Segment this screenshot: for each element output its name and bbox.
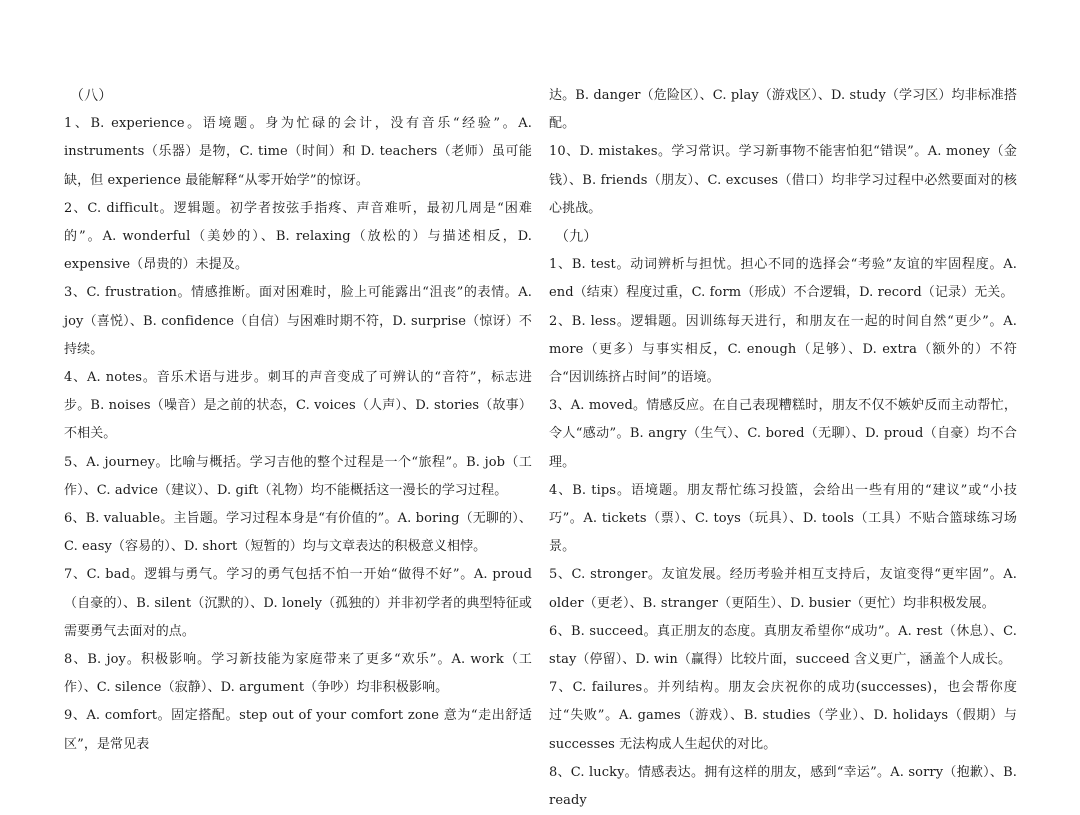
- section-9-item-1: 1、B. test。动词辨析与担忧。担心不同的选择会“考验”友谊的牢固程度。A. end（结束）程度过重，C. form（形成）不合逻辑，D. record（记录）无关。: [549, 257, 1017, 301]
- section-9-item-5: 5、C. stronger。友谊发展。经历考验并相互支持后，友谊变得“更牢固”。A. older（更老）、B. stranger（更陌生）、D. busier（更忙）均非积极发展。: [549, 567, 1017, 611]
- section-8-item-9: 9、A. comfort。固定搭配。step out of your comfort zone 意为“走出舒适区”，是常见表: [64, 708, 532, 752]
- section-8-item-2: 2、C. difficult。逻辑题。初学者按弦手指疼、声音难听，最初几周是“困难的”。A. wonderful（美妙的）、B. relaxing（放松的）与描述相反，D. expensive（昂贵的）未提及。: [64, 200, 532, 273]
- section-8-item-4: 4、A. notes。音乐术语与进步。刺耳的声音变成了可辨认的“音符”，标志进步。B. noises（噪音）是之前的状态，C. voices（人声）、D. stories（故事）不相关。: [64, 370, 532, 442]
- section-8-item-10: 10、D. mistakes。学习常识。学习新事物不能害怕犯“错误”。A. money（金钱）、B. friends（朋友）、C. excuses（借口）均非学习过程中必然要面对的核心挑战。: [549, 144, 1017, 216]
- section-8-item-8: 8、B. joy。积极影响。学习新技能为家庭带来了更多“欢乐”。A. work（工作）、C. silence（寂静）、D. argument（争吵）均非积极影响。: [64, 652, 532, 696]
- section-8-item-3: 3、C. frustration。情感推断。面对困难时，脸上可能露出“沮丧”的表情。A. joy（喜悦）、B. confidence（自信）与困难时期不符，D. surprise（惊讶）不持续。: [64, 285, 532, 357]
- section-8-item-5: 5、A. journey。比喻与概括。学习吉他的整个过程是一个“旅程”。B. job（工作）、C. advice（建议）、D. gift（礼物）均不能概括这一漫长的学习过程。: [64, 454, 532, 498]
- section-9-item-6: 6、B. succeed。真正朋友的态度。真朋友希望你“成功”。A. rest（休息）、C. stay（停留）、D. win（赢得）比较片面，succeed 含义更广，涵盖个人成长。: [549, 623, 1017, 668]
- section-9-item-4: 4、B. tips。语境题。朋友帮忙练习投篮，会给出一些有用的“建议”或“小技巧”。A. tickets（票）、C. toys（玩具）、D. tools（工具）不贴合篮球练习场景。: [549, 482, 1017, 555]
- section-9-title: （九）: [555, 229, 598, 246]
- section-9-item-3: 3、A. moved。情感反应。在自己表现糟糕时，朋友不仅不嫉妒反而主动帮忙，令人“感动”。B. angry（生气）、C. bored（无聊）、D. proud（自豪）均不合理。: [549, 398, 1017, 470]
- section-9-item-7: 7、C. failures。并列结构。朋友会庆祝你的成功(successes)，也会帮你度过“失败”。A. games（游戏）、B. studies（学业）、D. holidays（假期）与 successes 无法构成人生起伏的对比。: [549, 680, 1017, 752]
- right-column: [549, 82, 1017, 815]
- section-8-title: （八）: [70, 88, 113, 104]
- section-8-item-9-continued: 达。B. danger（危险区）、C. play（游戏区）、D. study（学习区）均非标准搭配。: [549, 88, 1017, 132]
- left-column: [64, 82, 532, 759]
- section-8-item-7: 7、C. bad。逻辑与勇气。学习的勇气包括不怕一开始“做得不好”。A. proud（自豪的）、B. silent（沉默的）、D. lonely（孤独的）并非初学者的典型特征或需要勇气去面对的点。: [64, 567, 532, 639]
- section-8-item-1: 1、B. experience。语境题。身为忙碌的会计，没有音乐“经验”。A. instruments（乐器）是物，C. time（时间）和 D. teachers（老师）虽可能缺，但 experience 最能解释“从零开始学”的惊讶。: [64, 116, 532, 188]
- section-9-item-8: 8、C. lucky。情感表达。拥有这样的朋友，感到“幸运”。A. sorry（抱歉）、B. ready: [549, 764, 1017, 809]
- section-8-item-6: 6、B. valuable。主旨题。学习过程本身是“有价值的”。A. boring（无聊的）、C. easy（容易的）、D. short（短暂的）均与文章表达的积极意义相悖。: [64, 511, 532, 555]
- section-9-item-2: 2、B. less。逻辑题。因训练每天进行，和朋友在一起的时间自然“更少”。A. more（更多）与事实相反，C. enough（足够）、D. extra（额外的）不符合“因训练挤占时间”的语境。: [549, 313, 1017, 386]
